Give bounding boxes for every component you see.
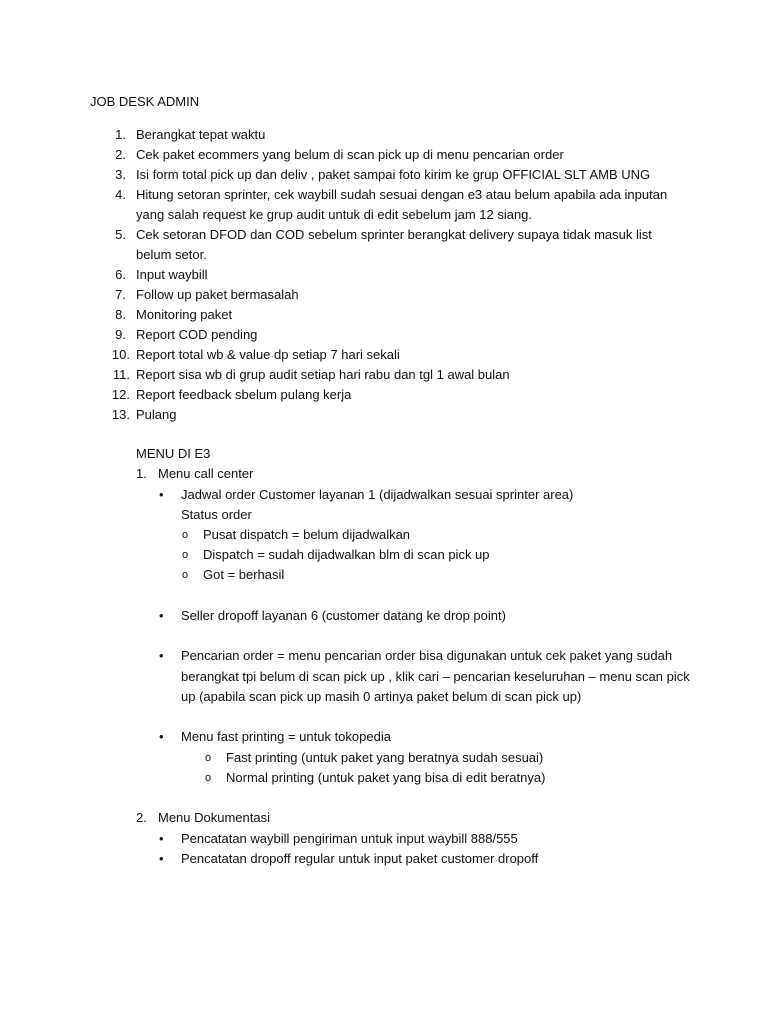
job-item-text: Report sisa wb di grup audit setiap hari rabu dan tgl 1 awal bulan xyxy=(136,367,510,382)
job-item-text: Hitung setoran sprinter, cek waybill sudah sesuai dengan e3 atau belum apabila ada inputan xyxy=(136,187,668,202)
circle-bullet-icon: o xyxy=(205,752,212,764)
menu-item-label: Menu Dokumentasi xyxy=(158,810,270,825)
job-item-number: 6. xyxy=(115,267,126,282)
job-item-text: Isi form total pick up dan deliv , paket sampai foto kirim ke grup OFFICIAL SLT AMB UNG xyxy=(136,167,651,182)
job-item-text: Monitoring paket xyxy=(136,307,233,322)
job-item-number: 12. xyxy=(111,387,130,402)
job-item-text: Report total wb & value dp setiap 7 hari sekali xyxy=(136,347,400,362)
job-item-number: 13. xyxy=(111,407,130,422)
job-item-text: Cek setoran DFOD dan COD sebelum sprinter berangkat delivery supaya tidak masuk list xyxy=(136,227,652,242)
job-item-number: 3. xyxy=(115,167,126,182)
sub-item-text-continued: berangkat tpi belum di scan pick up , klik cari – pencarian keseluruhan – menu scan pick xyxy=(181,669,690,684)
job-item-number: 5. xyxy=(115,227,126,242)
document-title: JOB DESK ADMIN xyxy=(90,94,200,109)
bullet-icon: • xyxy=(159,608,164,623)
job-item-text: Pulang xyxy=(136,407,177,422)
sub-item-text: Pencatatan dropoff regular untuk input paket customer dropoff xyxy=(181,851,539,866)
sub-item-text: Pencarian order = menu pencarian order bisa digunakan untuk cek paket yang sudah xyxy=(181,648,673,663)
job-item-number: 9. xyxy=(115,327,126,342)
job-item-text-continued: yang salah request ke grup audit untuk di edit sebelum jam 12 siang. xyxy=(136,207,533,222)
job-item-text: Cek paket ecommers yang belum di scan pick up di menu pencarian order xyxy=(136,147,564,162)
sub-item-text: Menu fast printing = untuk tokopedia xyxy=(181,729,391,744)
job-item-number: 4. xyxy=(115,187,126,202)
menu-item-label: Menu call center xyxy=(158,466,254,481)
circle-bullet-icon: o xyxy=(182,549,189,561)
circle-bullet-icon: o xyxy=(182,569,189,581)
sub-item-text-continued: up (apabila scan pick up masih 0 artinya paket belum di scan pick up) xyxy=(181,689,582,704)
job-item-number: 8. xyxy=(115,307,126,322)
bullet-icon: • xyxy=(159,851,164,866)
job-item-text: Report COD pending xyxy=(136,327,258,342)
printing-item: Fast printing (untuk paket yang beratnya sudah sesuai) xyxy=(226,750,544,765)
job-item-text: Input waybill xyxy=(136,267,208,282)
bullet-icon: • xyxy=(159,648,164,663)
job-item-number: 7. xyxy=(115,287,126,302)
status-item: Pusat dispatch = belum dijadwalkan xyxy=(203,527,411,542)
job-item-number: 2. xyxy=(115,147,126,162)
sub-item-text: Pencatatan waybill pengiriman untuk input waybill 888/555 xyxy=(181,831,518,846)
sub-item-text: Seller dropoff layanan 6 (customer datang ke drop point) xyxy=(181,608,506,623)
menu-section-title: MENU DI E3 xyxy=(136,446,211,461)
job-item-number: 11. xyxy=(112,367,130,382)
status-item: Dispatch = sudah dijadwalkan blm di scan pick up xyxy=(203,547,490,562)
job-item-text-continued: belum setor. xyxy=(136,247,207,262)
circle-bullet-icon: o xyxy=(182,529,189,541)
bullet-icon: • xyxy=(159,729,164,744)
sub-item-heading: Status order xyxy=(181,507,252,522)
bullet-icon: • xyxy=(159,831,164,846)
menu-item-number: 1. xyxy=(136,466,147,481)
sub-item-text: Jadwal order Customer layanan 1 (dijadwalkan sesuai sprinter area) xyxy=(181,487,574,502)
circle-bullet-icon: o xyxy=(205,772,212,784)
job-item-number: 1. xyxy=(115,127,126,142)
job-item-text: Berangkat tepat waktu xyxy=(136,127,266,142)
job-item-number: 10. xyxy=(111,347,130,362)
job-item-text: Follow up paket bermasalah xyxy=(136,287,299,302)
printing-item: Normal printing (untuk paket yang bisa di edit beratnya) xyxy=(226,770,546,785)
job-item-text: Report feedback sbelum pulang kerja xyxy=(136,387,352,402)
bullet-icon: • xyxy=(159,487,164,502)
menu-item-number: 2. xyxy=(136,810,147,825)
status-item: Got = berhasil xyxy=(203,567,285,582)
